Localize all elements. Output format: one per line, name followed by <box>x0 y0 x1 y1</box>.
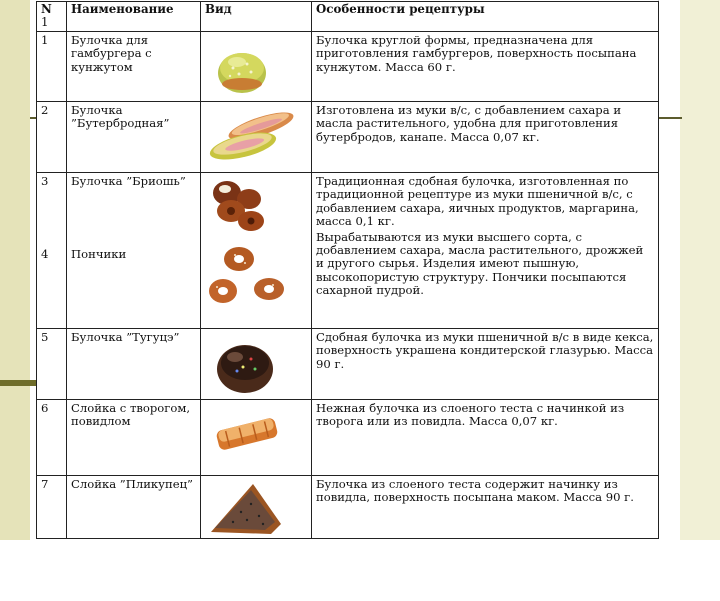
row-description: Булочка круглой формы, предназначена для приготовления гамбургеров, поверхность посыпана кунжутом. Масса 60 г. <box>312 32 659 102</box>
row-name: Булочка ”Бутербродная” <box>67 102 201 173</box>
row-image-cell <box>201 102 312 173</box>
row-name: Булочка ”Тугуцэ” <box>67 329 201 400</box>
glazed-bun-icon <box>201 329 312 399</box>
header-view: Вид <box>201 2 312 32</box>
table-row <box>37 400 659 476</box>
row-description: Сдобная булочка из муки пшеничной в/с в виде кекса, поверхность украшена кондитерской глазурью. Масса 90 г. <box>312 329 659 400</box>
table-row <box>37 476 659 539</box>
row-name-3: Булочка ”Бриошь” <box>71 174 186 188</box>
table-row <box>37 32 659 102</box>
row-image-cell <box>201 173 312 329</box>
row-description-4: Вырабатываются из муки высшего сорта, с добавлением сахара, масла растительного, дрожжей и другого сырья. Изделия имеют пышную, высокопористую структуру. Пончики посыпаются сахарной пудрой. <box>316 229 644 298</box>
row-description: Булочка из слоеного теста содержит начинку из повидла, поверхность посыпана маком. Масса 90 г. <box>312 476 659 539</box>
header-name: Наименование <box>67 2 201 32</box>
row-number-4: 4 <box>41 247 49 262</box>
brioche-icon <box>201 173 312 327</box>
donuts-icon <box>209 247 284 303</box>
slide-right-band <box>680 0 720 540</box>
row-name: Слойка ”Пликупец” <box>67 476 201 539</box>
row-name: Слойка с творогом, повидлом <box>67 400 201 476</box>
row-description <box>312 173 659 329</box>
slide-left-band <box>0 0 30 540</box>
row-image-cell <box>201 400 312 476</box>
row-number: 2 <box>37 102 67 173</box>
bakery-table <box>36 1 659 601</box>
puff-pastry-icon <box>201 400 312 474</box>
row-image-cell <box>201 329 312 400</box>
header-number <box>37 2 67 32</box>
row-description: Нежная булочка из слоеного теста с начинкой из творога или из повидла. Масса 0,07 кг. <box>312 400 659 476</box>
poppy-puff-icon <box>201 476 312 538</box>
row-name-4: Пончики <box>71 247 127 262</box>
sandwich-rolls-icon <box>201 102 312 172</box>
table-row <box>37 329 659 400</box>
row-number <box>37 173 67 329</box>
row-name <box>67 173 201 329</box>
header-number-label: N <box>41 2 52 16</box>
row-image-cell <box>201 476 312 539</box>
row-number: 6 <box>37 400 67 476</box>
table-row <box>37 173 659 329</box>
sesame-bun-icon <box>201 32 312 98</box>
row-description-3: Традиционная сдобная булочка, изготовленная по традиционной рецептуре из муки пшеничной в/с, с добавлением сахара, яичных продуктов, маргарина, масса 0,1 кг. <box>316 174 639 229</box>
slide-accent-bar <box>0 380 38 386</box>
table-row <box>37 102 659 173</box>
row-number: 5 <box>37 329 67 400</box>
row-number: 7 <box>37 476 67 539</box>
row-name: Булочка для гамбургера с кунжутом <box>67 32 201 102</box>
header-features: Особенности рецептуры <box>312 2 659 32</box>
row-description: Изготовлена из муки в/с, с добавлением сахара и масла растительного, удобна для приготовления бутербродов, канапе. Масса 0,07 кг. <box>312 102 659 173</box>
row-number-3: 3 <box>41 174 49 188</box>
table-empty-row <box>37 539 659 601</box>
row-image-cell <box>201 32 312 102</box>
row-number: 1 <box>37 32 67 102</box>
table-header-row <box>37 2 659 32</box>
header-number-sub: 1 <box>41 15 49 29</box>
